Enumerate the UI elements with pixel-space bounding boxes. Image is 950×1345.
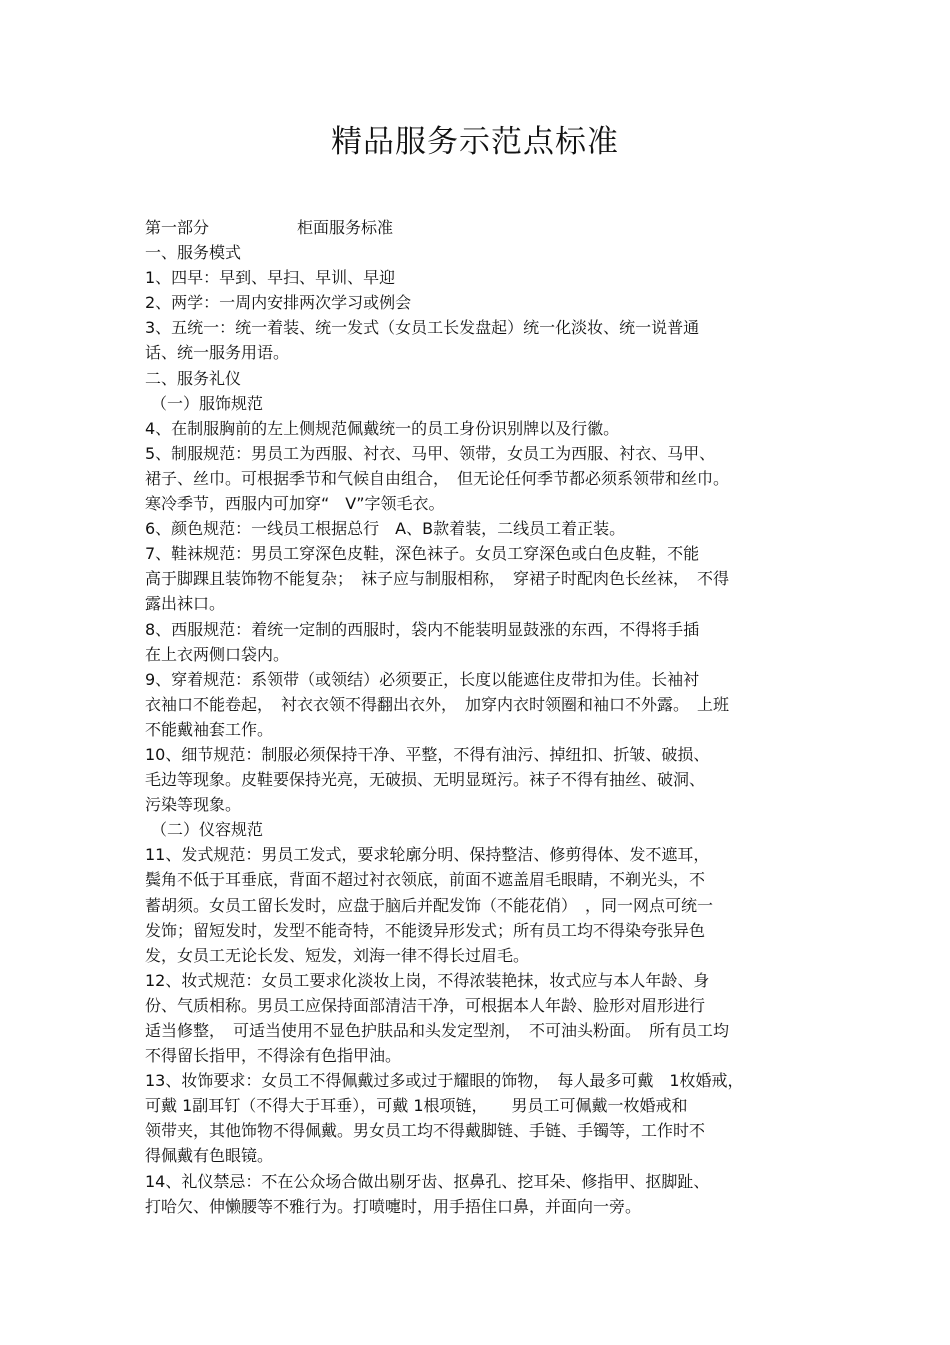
text-line: 13、妆饰要求：女员工不得佩戴过多或过于耀眼的饰物， 每人最多可戴 1枚婚戒， (145, 1071, 744, 1091)
text-line: 毛边等现象。皮鞋要保持光亮，无破损、无明显斑污。袜子不得有抽丝、破洞、 (145, 770, 706, 790)
document-title: 精品服务示范点标准 (331, 124, 619, 160)
text-line: 蓄胡须。女员工留长发时，应盘于脑后并配发饰（不能花俏） ，同一网点可统一 (145, 895, 714, 915)
text-line: 11、发式规范：男员工发式，要求轮廓分明、保持整洁、修剪得体、发不遮耳， (145, 845, 710, 865)
text-line: 在上衣两侧口袋内。 (145, 644, 290, 664)
text-line: 3、五统一：统一着装、统一发式（女员工长发盘起）统一化淡妆、统一说普通 (145, 318, 700, 338)
part-label: 第一部分 (145, 218, 210, 237)
section-heading-etiquette: 二、服务礼仪 (145, 368, 242, 388)
text-line: 寒冷季节，西服内可加穿“ V”字领毛衣。 (145, 494, 445, 514)
text-line: 1、四早：早到、早扫、早训、早迎 (145, 268, 396, 288)
text-line: 9、穿着规范：系领带（或领结）必须要正，长度以能遮住皮带扣为佳。长袖衬 (145, 669, 700, 689)
text-line: 打哈欠、伸懒腰等不雅行为。打喷嚏时，用手捂住口鼻，并面向一旁。 (145, 1196, 642, 1216)
text-line: 5、制服规范：男员工为西服、衬衣、马甲、领带，女员工为西服、衬衣、马甲、 (145, 443, 716, 463)
text-line: 可戴 1副耳钉（不得大于耳垂），可戴 1根项链， 男员工可佩戴一枚婚戒和 (145, 1096, 688, 1116)
text-line: 14、礼仪禁忌：不在公众场合做出剔牙齿、抠鼻孔、挖耳朵、修指甲、抠脚趾、 (145, 1171, 710, 1191)
text-line: 话、统一服务用语。 (145, 343, 290, 363)
text-line: 适当修整， 可适当使用不显色护肤品和头发定型剂， 不可油头粉面。 所有员工均 (145, 1021, 730, 1040)
subsection-heading-dress: （一）服饰规范 (151, 393, 264, 413)
text-line: 4、在制服胸前的左上侧规范佩戴统一的员工身份识别牌以及行徽。 (145, 418, 620, 438)
text-line: 8、西服规范：着统一定制的西服时，袋内不能装明显鼓涨的东西，不得将手插 (145, 619, 700, 639)
document-body (145, 215, 815, 1219)
text-line: 露出袜口。 (145, 594, 226, 614)
subsection-heading-appearance: （二）仪容规范 (151, 820, 264, 840)
text-line: 12、妆式规范：女员工要求化淡妆上岗，不得浓装艳抹，妆式应与本人年龄、身 (145, 970, 710, 990)
text-line: 污染等现象。 (145, 795, 242, 815)
text-line: 6、颜色规范：一线员工根据总行 A、B款着装，二线员工着正装。 (145, 519, 626, 539)
text-line: 发饰；留短发时，发型不能奇特，不能烫异形发式；所有员工均不得染夸张异色 (145, 920, 706, 940)
text-line: 不能戴袖套工作。 (145, 719, 274, 739)
part-name: 柜面服务标准 (297, 218, 394, 237)
text-line: 高于脚踝且装饰物不能复杂； 袜子应与制服相称， 穿裙子时配肉色长丝袜， 不得 (145, 569, 730, 589)
text-line: 7、鞋袜规范：男员工穿深色皮鞋，深色袜子。女员工穿深色或白色皮鞋，不能 (145, 544, 700, 564)
text-line: 领带夹，其他饰物不得佩戴。男女员工均不得戴脚链、手链、手镯等，工作时不 (145, 1121, 706, 1141)
text-line: 鬓角不低于耳垂底，背面不超过衬衣领底，前面不遮盖眉毛眼睛，不剃光头，不 (145, 870, 706, 890)
text-line: 10、细节规范：制服必须保持干净、平整，不得有油污、掉纽扣、折皱、破损、 (145, 744, 710, 764)
text-line: 2、两学：一周内安排两次学习或例会 (145, 293, 412, 313)
text-line: 不得留长指甲，不得涂有色指甲油。 (145, 1046, 402, 1066)
text-line: 得佩戴有色眼镜。 (145, 1146, 274, 1166)
part-heading (145, 215, 815, 240)
text-line: 份、气质相称。男员工应保持面部清洁干净，可根据本人年龄、脸形对眉形进行 (145, 995, 706, 1015)
section-heading-service-mode: 一、服务模式 (145, 243, 242, 263)
text-line: 裙子、丝巾。可根据季节和气候自由组合， 但无论任何季节都必须系领带和丝巾。 (145, 468, 730, 488)
text-line: 发，女员工无论长发、短发，刘海一律不得长过眉毛。 (145, 945, 530, 965)
text-line: 衣袖口不能卷起， 衬衣衣领不得翻出衣外， 加穿内衣时领圈和袖口不外露。 上班 (145, 694, 730, 714)
